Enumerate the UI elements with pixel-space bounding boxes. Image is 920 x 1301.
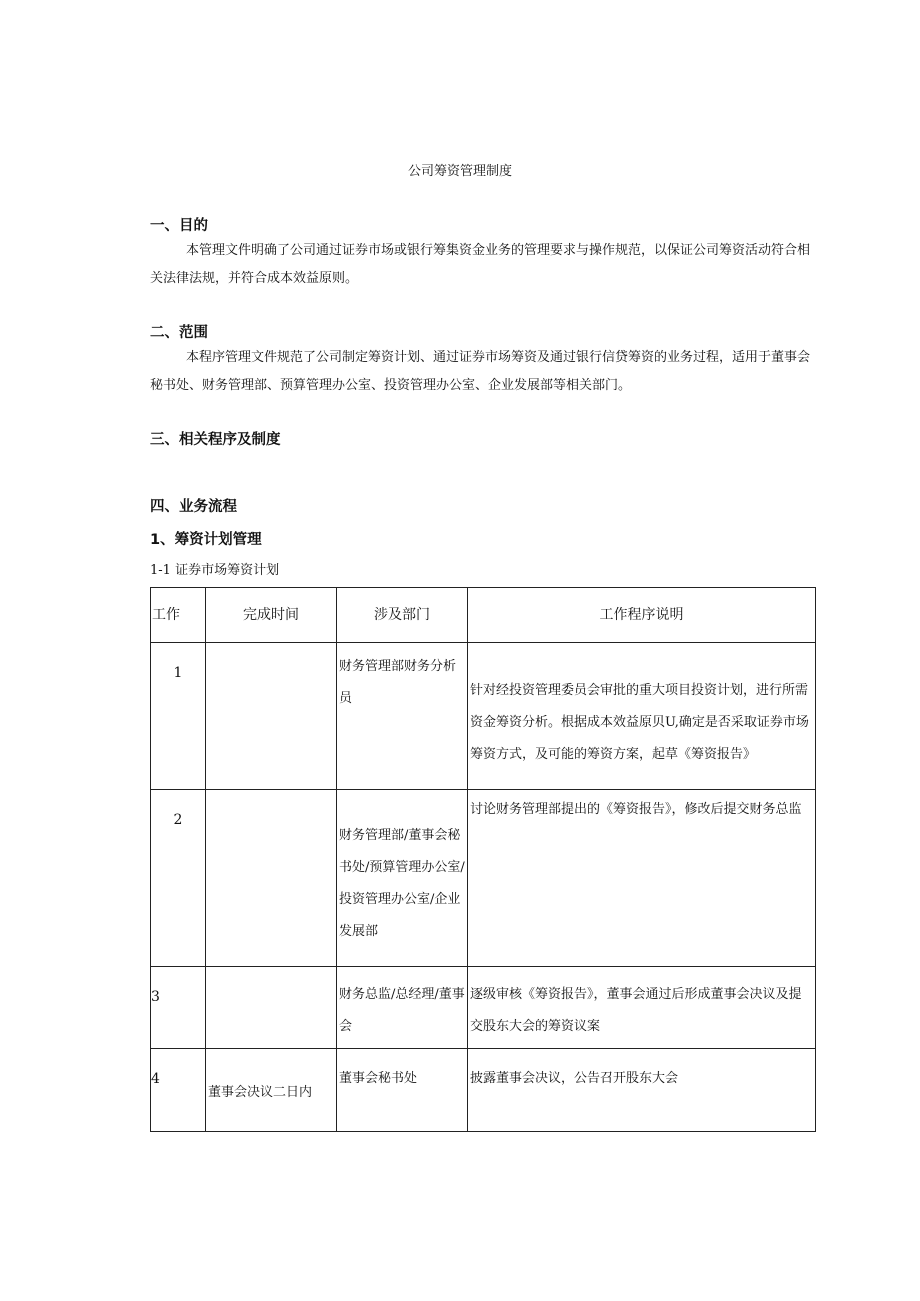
header-desc: 工作程序说明	[468, 588, 816, 643]
row-desc: 讨论财务管理部提出的《筹资报告》，修改后提交财务总监	[470, 802, 802, 817]
table-row	[151, 790, 816, 967]
row-step: 2	[173, 812, 183, 828]
row-dept: 财务总监/总经理/董事会	[339, 987, 465, 1034]
subsection-heading-plan: 1、筹资计划管理	[150, 532, 262, 548]
subsection-title-securities-plan: 1-1 证券市场筹资计划	[150, 563, 280, 578]
section-heading-scope: 二、范围	[150, 325, 208, 341]
process-table	[150, 587, 816, 1132]
row-dept: 财务管理部财务分析员	[339, 659, 457, 706]
row-desc: 针对经投资管理委员会审批的重大项目投资计划，进行所需资金筹资分析。根据成本效益原贝U,确定是否采取证券市场筹资方式，及可能的筹资方案，起草《筹资报告》	[470, 683, 809, 762]
header-time: 完成时间	[206, 588, 337, 643]
section-heading-purpose: 一、目的	[150, 218, 208, 234]
header-dept: 涉及部门	[337, 588, 468, 643]
row-step: 3	[151, 989, 160, 1005]
row-dept: 董事会秘书处	[339, 1071, 418, 1086]
section-body-scope: 本程序管理文件规范了公司制定筹资计划、通过证券市场筹资及通过银行信贷筹资的业务过程，适用于董事会秘书处、财务管理部、预算管理办公室、投资管理办公室、企业发展部等相关部门。	[150, 350, 811, 393]
table-row	[151, 967, 816, 1049]
table-row	[151, 1049, 816, 1132]
row-step: 4	[151, 1071, 160, 1087]
row-desc: 披露董事会决议，公告召开股东大会	[470, 1071, 679, 1086]
row-step: 1	[173, 665, 183, 681]
table-header-row	[151, 588, 816, 643]
section-body-purpose: 本管理文件明确了公司通过证券市场或银行筹集资金业务的管理要求与操作规范，以保证公司筹资活动符合相关法律法规，并符合成本效益原则。	[150, 243, 811, 286]
header-step: 工作	[151, 588, 206, 643]
row-time: 董事会决议二日内	[208, 1085, 313, 1100]
document-title: 公司筹资管理制度	[407, 164, 512, 179]
section-heading-process: 四、业务流程	[150, 499, 237, 515]
row-desc: 逐级审核《筹资报告》，董事会通过后形成董事会决议及提交股东大会的筹资议案	[470, 987, 802, 1034]
table-row	[151, 643, 816, 790]
section-heading-related: 三、相关程序及制度	[150, 432, 281, 448]
row-dept: 财务管理部/董事会秘书处/预算管理办公室/投资管理办公室/企业发展部	[339, 828, 465, 939]
